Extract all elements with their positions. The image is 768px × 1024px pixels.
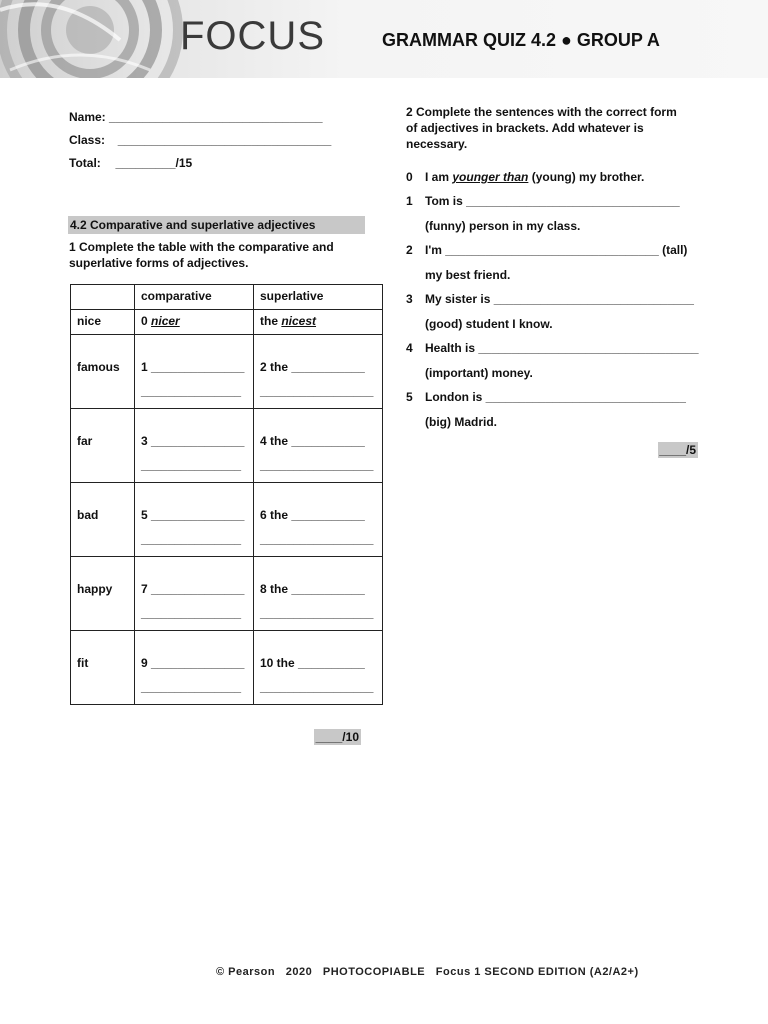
table-cell: happy [71, 557, 135, 631]
total-blank: _________/15 [115, 156, 193, 170]
ex2-item[interactable] [406, 292, 694, 306]
ex2-instruction-line: necessary. [406, 137, 468, 151]
ex1-instruction-line: 1 Complete the table with the comparative and [69, 240, 334, 254]
answer-blank[interactable]: 2 the ___________ _________________ [254, 335, 383, 409]
ex2-item[interactable] [406, 341, 699, 355]
class-blank: ________________________________ [117, 133, 332, 147]
table-row-example [71, 310, 383, 335]
example-text: I am [425, 170, 453, 184]
table-header-comparative: comparative [135, 285, 254, 310]
class-label: Class: [69, 133, 106, 147]
table-cell: far [71, 409, 135, 483]
ex2-item[interactable] [406, 390, 686, 404]
answer-blank[interactable]: 9 ______________ _______________ [135, 631, 254, 705]
table-cell [254, 310, 383, 335]
header-banner [0, 0, 768, 78]
ex2-instruction-line: 2 Complete the sentences with the correct form [406, 105, 677, 119]
ex2-item-cont: (important) money. [425, 366, 533, 380]
table-row [71, 557, 383, 631]
answer-blank[interactable]: 4 the ___________ _________________ [254, 409, 383, 483]
answer-blank[interactable]: 6 the ___________ _________________ [254, 483, 383, 557]
ex2-item-cont: my best friend. [425, 268, 511, 282]
table-row [71, 409, 383, 483]
example-answer: nicest [281, 314, 317, 328]
ex1-instruction-line: superlative forms of adjectives. [69, 256, 249, 270]
ex2-item[interactable] [406, 243, 687, 257]
ex2-item-cont: (good) student I know. [425, 317, 553, 331]
ex1-instruction [69, 239, 334, 271]
answer-blank[interactable]: 5 ______________ _______________ [135, 483, 254, 557]
name-label: Name: [69, 110, 106, 124]
table-row [71, 631, 383, 705]
name-blank: ________________________________ [109, 110, 323, 124]
class-line [69, 133, 331, 147]
item-number: 1 [406, 194, 413, 208]
item-text: I'm ________________________________ (tall) [425, 243, 688, 257]
example-prefix: the [260, 314, 278, 328]
ex2-item-cont: (big) Madrid. [425, 415, 497, 429]
table-header-cell [71, 285, 135, 310]
ex2-item[interactable] [406, 194, 680, 208]
item-number: 3 [406, 292, 413, 306]
answer-blank[interactable]: 8 the ___________ _________________ [254, 557, 383, 631]
ex1-score-box[interactable]: ____/10 [315, 730, 359, 744]
page-title: GRAMMAR QUIZ 4.2 ● GROUP A [382, 30, 660, 50]
item-number: 0 [406, 170, 413, 184]
table-cell [135, 310, 254, 335]
answer-blank[interactable]: 1 ______________ _______________ [135, 335, 254, 409]
ex2-score-box[interactable]: ____/5 [659, 443, 696, 457]
table-header-superlative: superlative [254, 285, 383, 310]
ex2-instruction [406, 104, 677, 152]
answer-blank[interactable]: 10 the __________ _________________ [254, 631, 383, 705]
item-number: 5 [406, 390, 413, 404]
ex2-example [406, 170, 644, 184]
item-number: 4 [406, 341, 413, 355]
table-cell: bad [71, 483, 135, 557]
table-cell: nice [71, 310, 135, 335]
total-label: Total: [69, 156, 101, 170]
item-text: Health is _________________________________ [425, 341, 699, 355]
item-text: London is ______________________________ [425, 390, 686, 404]
table-header-row [71, 285, 383, 310]
name-line [69, 110, 323, 124]
section-title: 4.2 Comparative and superlative adjectives [68, 216, 365, 234]
focus-logo: FOCUS [180, 14, 325, 58]
table-row [71, 483, 383, 557]
item-text: Tom is ________________________________ [425, 194, 680, 208]
table-cell: fit [71, 631, 135, 705]
total-line [69, 156, 192, 170]
ex2-item-cont: (funny) person in my class. [425, 219, 581, 233]
example-text: (young) my brother. [528, 170, 645, 184]
answer-blank[interactable]: 7 ______________ _______________ [135, 557, 254, 631]
table-cell: famous [71, 335, 135, 409]
item-text: My sister is ______________________________ [425, 292, 694, 306]
table-row [71, 335, 383, 409]
example-number: 0 [141, 314, 148, 328]
example-answer: younger than [452, 170, 529, 184]
item-number: 2 [406, 243, 413, 257]
ex2-instruction-line: of adjectives in brackets. Add whatever is [406, 121, 644, 135]
footer-copyright: © Pearson 2020 PHOTOCOPIABLE Focus 1 SECOND EDITION (A2/A2+) [216, 966, 639, 978]
example-answer: nicer [151, 314, 180, 328]
answer-blank[interactable]: 3 ______________ _______________ [135, 409, 254, 483]
swirl-graphic [0, 0, 200, 78]
adjectives-table [70, 284, 383, 705]
